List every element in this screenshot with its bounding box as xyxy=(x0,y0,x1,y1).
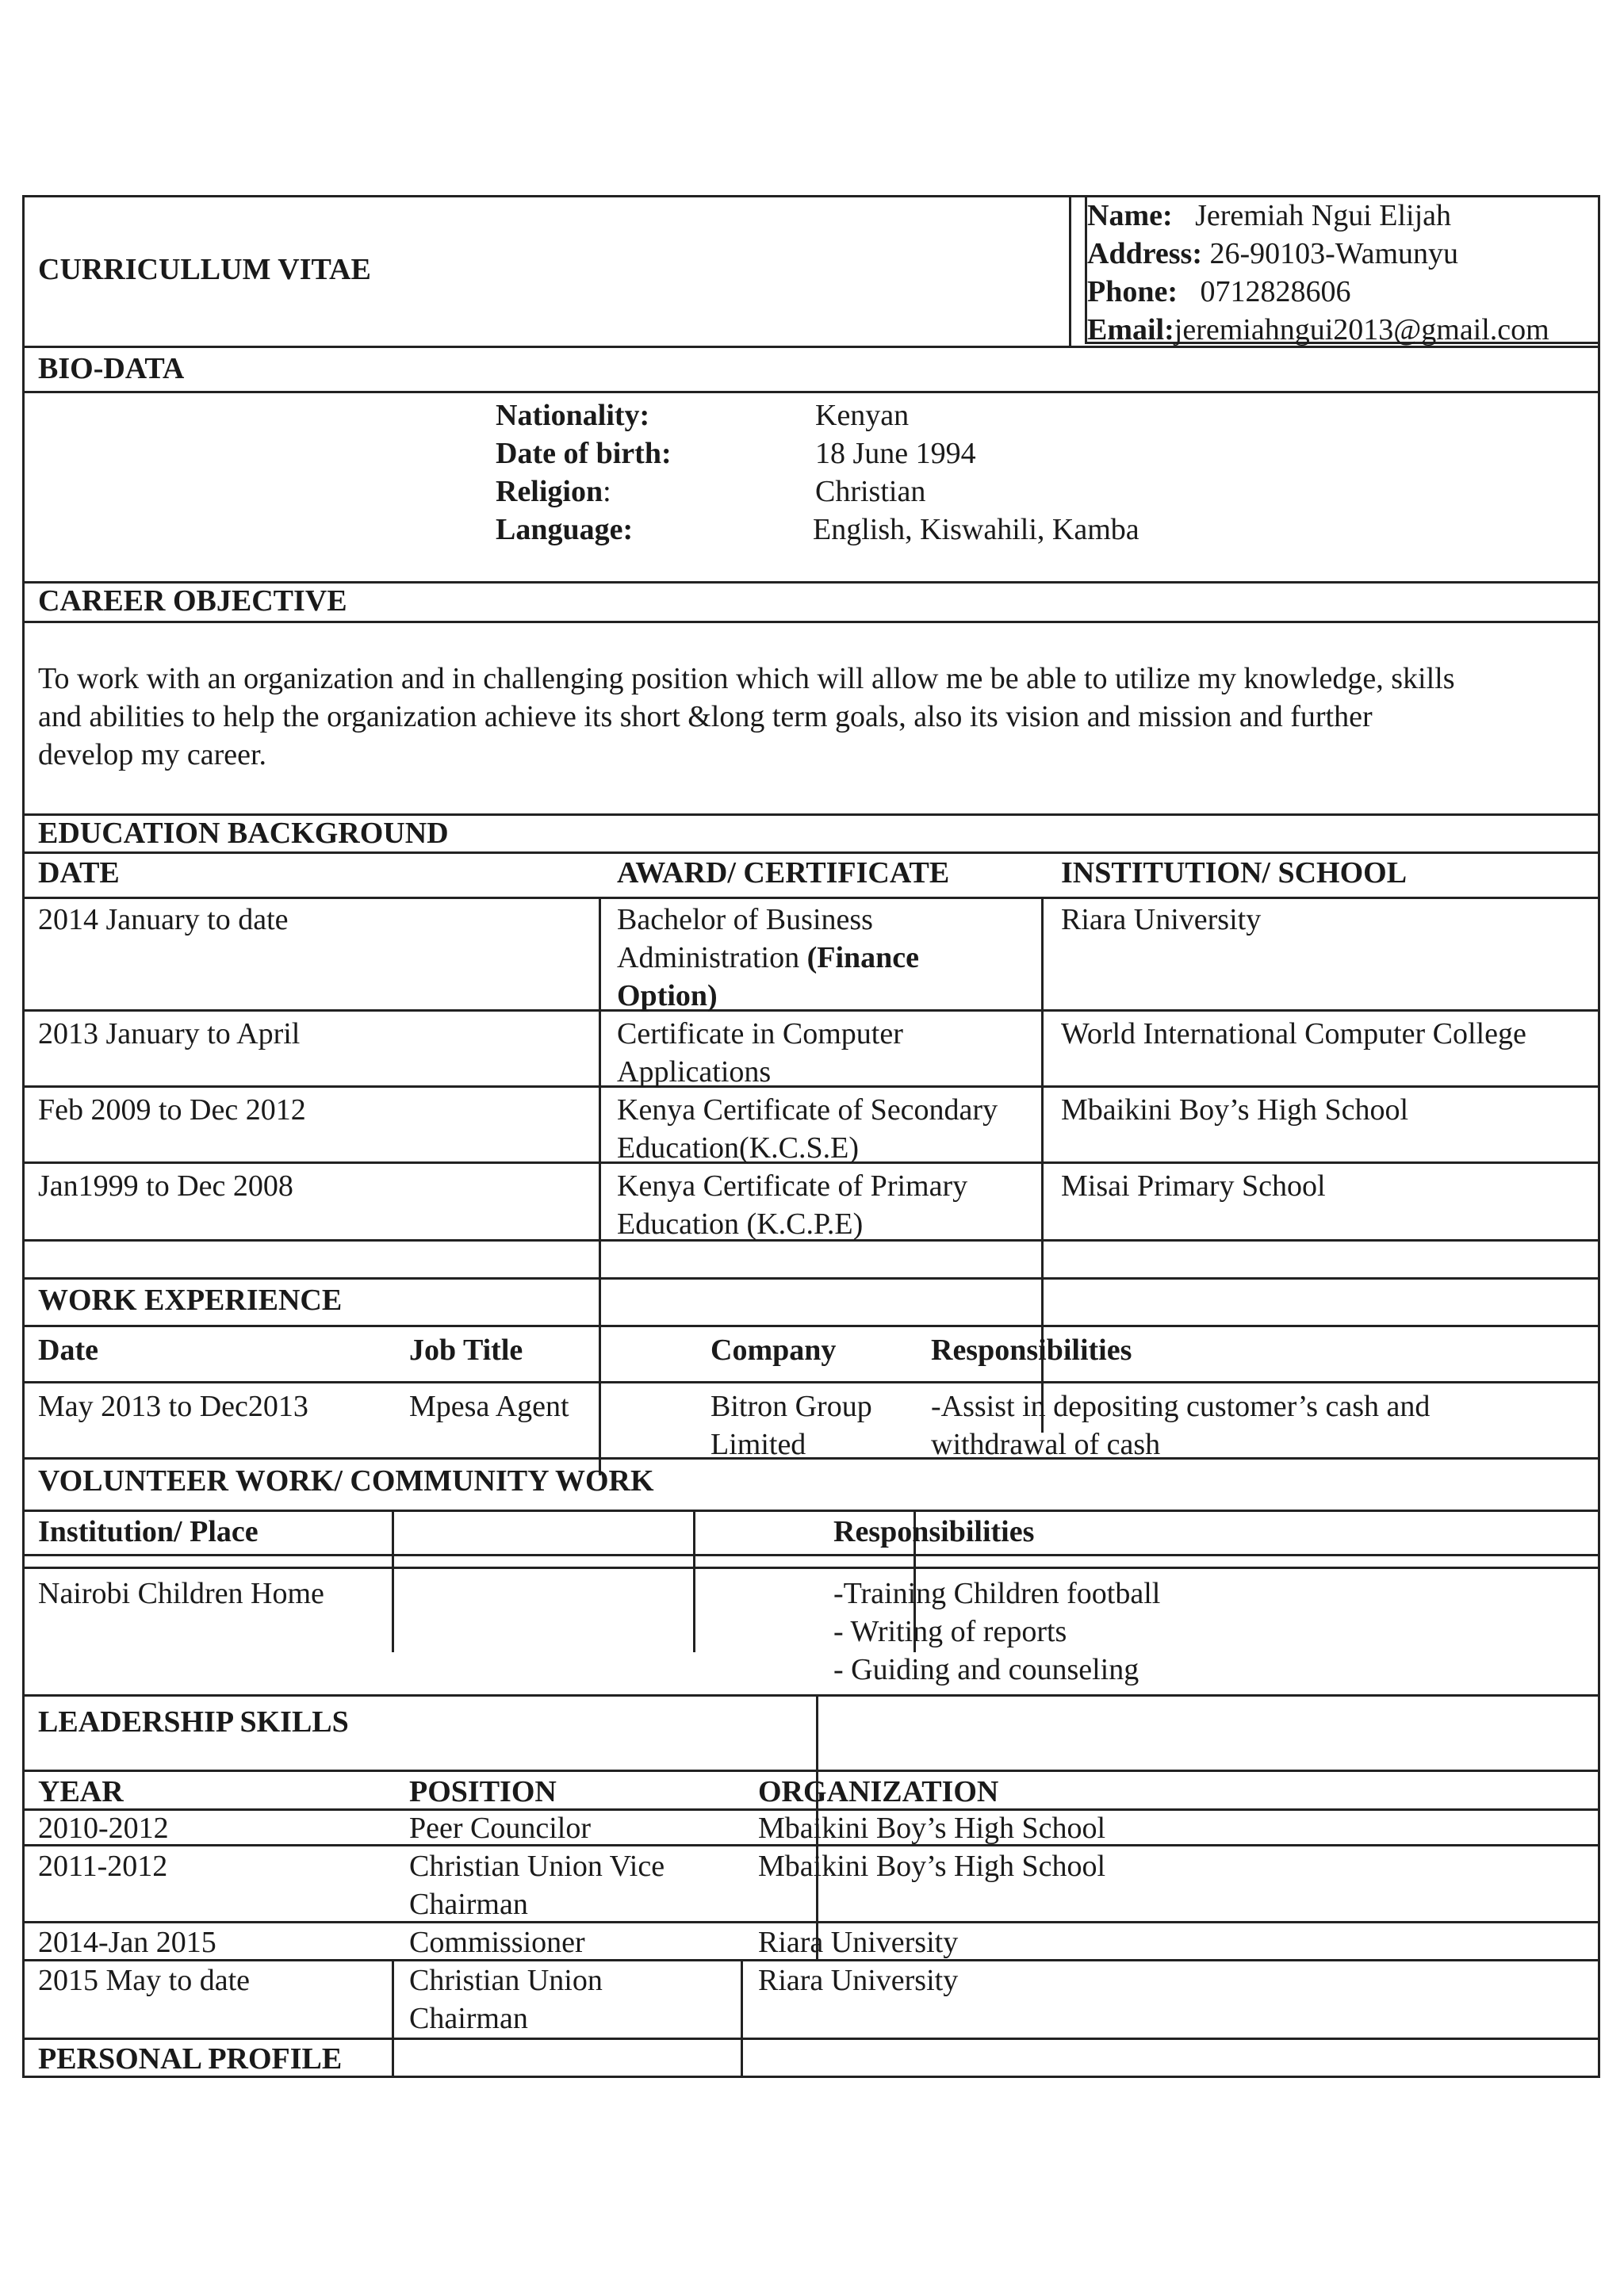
rule xyxy=(1598,195,1600,2078)
education-date: 2014 January to date xyxy=(38,903,289,936)
education-school: Mbaikini Boy’s High School xyxy=(1061,1093,1409,1127)
bio-label: Religion: xyxy=(496,475,611,508)
leadership-position: Chairman xyxy=(409,2002,528,2035)
leadership-organization: Riara University xyxy=(758,1926,959,1959)
volunteer-col-header: Responsibilities xyxy=(833,1515,1035,1548)
education-award: Administration (Finance xyxy=(617,941,920,974)
rule xyxy=(22,1510,1600,1512)
rule xyxy=(22,621,1600,623)
education-award: Option) xyxy=(617,979,718,1012)
rule xyxy=(392,1510,394,1652)
leadership-position: Christian Union xyxy=(409,1964,603,1997)
leadership-year: 2010-2012 xyxy=(38,1812,169,1845)
leadership-col-header: POSITION xyxy=(409,1775,557,1808)
bio-label: Date of birth: xyxy=(496,437,672,470)
contact-email: Email:jeremiahngui2013@gmail.com xyxy=(1087,313,1549,346)
education-date: Feb 2009 to Dec 2012 xyxy=(38,1093,306,1127)
rule xyxy=(22,1567,1600,1569)
contact-address: Address: 26-90103-Wamunyu xyxy=(1087,237,1459,270)
bio-value: English, Kiswahili, Kamba xyxy=(813,513,1139,546)
objective-line: To work with an organization and in challenging position which will allow me be able to utilize my knowledge, skills xyxy=(38,662,1455,695)
rule xyxy=(22,897,1600,899)
work-col-header: Date xyxy=(38,1334,98,1367)
work-col-header: Responsibilities xyxy=(931,1334,1132,1367)
rule xyxy=(22,1770,1600,1772)
rule xyxy=(392,1959,394,2076)
leadership-position: Peer Councilor xyxy=(409,1812,592,1845)
leadership-position: Chairman xyxy=(409,1888,528,1921)
objective-heading: CAREER OBJECTIVE xyxy=(38,584,347,618)
education-award: Bachelor of Business xyxy=(617,903,873,936)
volunteer-place: Nairobi Children Home xyxy=(38,1577,324,1610)
leadership-organization: Riara University xyxy=(758,1964,959,1997)
document-title: CURRICULLUM VITAE xyxy=(38,253,371,286)
education-award: Kenya Certificate of Primary xyxy=(617,1169,968,1203)
education-col-header: INSTITUTION/ SCHOOL xyxy=(1061,856,1408,890)
work-date: May 2013 to Dec2013 xyxy=(38,1390,308,1423)
work-heading: WORK EXPERIENCE xyxy=(38,1284,343,1317)
rule xyxy=(22,1009,1600,1012)
work-company: Limited xyxy=(710,1428,806,1461)
rule xyxy=(22,1277,1600,1280)
work-title: Mpesa Agent xyxy=(409,1390,569,1423)
education-award: Certificate in Computer xyxy=(617,1017,903,1050)
objective-line: and abilities to help the organization achieve its short &long term goals, also its vision and mission and further xyxy=(38,700,1373,733)
education-award: Kenya Certificate of Secondary xyxy=(617,1093,998,1127)
volunteer-heading: VOLUNTEER WORK/ COMMUNITY WORK xyxy=(38,1464,654,1498)
work-col-header: Company xyxy=(710,1334,837,1367)
education-school: Misai Primary School xyxy=(1061,1169,1326,1203)
volunteer-responsibility: -Training Children football xyxy=(833,1577,1161,1610)
leadership-year: 2014-Jan 2015 xyxy=(38,1926,216,1959)
contact-name: Name: Jeremiah Ngui Elijah xyxy=(1087,199,1452,232)
rule xyxy=(693,1510,695,1652)
leadership-organization: Mbaikini Boy’s High School xyxy=(758,1812,1106,1845)
bio-value: Kenyan xyxy=(815,399,910,432)
leadership-position: Commissioner xyxy=(409,1926,585,1959)
volunteer-responsibility: - Guiding and counseling xyxy=(833,1653,1139,1686)
rule xyxy=(1069,195,1071,346)
leadership-organization: Mbaikini Boy’s High School xyxy=(758,1850,1106,1883)
rule xyxy=(22,1694,1600,1697)
education-date: 2013 January to April xyxy=(38,1017,301,1050)
volunteer-col-header: Institution/ Place xyxy=(38,1515,259,1548)
rule xyxy=(22,1381,1600,1383)
education-heading: EDUCATION BACKGROUND xyxy=(38,817,449,850)
leadership-year: 2015 May to date xyxy=(38,1964,251,1997)
rule xyxy=(22,1457,1600,1460)
rule xyxy=(22,1325,1600,1327)
education-award: Education (K.C.P.E) xyxy=(617,1207,864,1241)
bio-value: Christian xyxy=(815,475,926,508)
education-school: Riara University xyxy=(1061,903,1262,936)
leadership-col-header: ORGANIZATION xyxy=(758,1775,999,1808)
rule xyxy=(599,897,601,1475)
work-responsibility: -Assist in depositing customer’s cash and xyxy=(931,1390,1431,1423)
bio-label: Nationality: xyxy=(496,399,650,432)
bio-heading: BIO-DATA xyxy=(38,352,185,385)
contact-phone: Phone: 0712828606 xyxy=(1087,275,1351,308)
education-date: Jan1999 to Dec 2008 xyxy=(38,1169,293,1203)
bio-value: 18 June 1994 xyxy=(815,437,976,470)
education-col-header: AWARD/ CERTIFICATE xyxy=(617,856,950,890)
education-award: Education(K.C.S.E) xyxy=(617,1131,860,1165)
leadership-year: 2011-2012 xyxy=(38,1850,168,1883)
volunteer-responsibility: - Writing of reports xyxy=(833,1615,1067,1648)
objective-line: develop my career. xyxy=(38,738,267,771)
education-school: World International Computer College xyxy=(1061,1017,1526,1050)
education-col-header: DATE xyxy=(38,856,120,890)
leadership-heading: LEADERSHIP SKILLS xyxy=(38,1705,349,1739)
rule xyxy=(22,195,25,2078)
education-award: Applications xyxy=(617,1055,772,1089)
leadership-position: Christian Union Vice xyxy=(409,1850,665,1883)
leadership-col-header: YEAR xyxy=(38,1775,124,1808)
rule xyxy=(741,1959,743,2076)
work-responsibility: withdrawal of cash xyxy=(931,1428,1161,1461)
work-company: Bitron Group xyxy=(710,1390,872,1423)
bio-label: Language: xyxy=(496,513,634,546)
profile-heading: PERSONAL PROFILE xyxy=(38,2042,343,2076)
rule xyxy=(22,1085,1600,1088)
rule xyxy=(22,391,1600,393)
rule xyxy=(22,1554,1600,1556)
work-col-header: Job Title xyxy=(409,1334,523,1367)
